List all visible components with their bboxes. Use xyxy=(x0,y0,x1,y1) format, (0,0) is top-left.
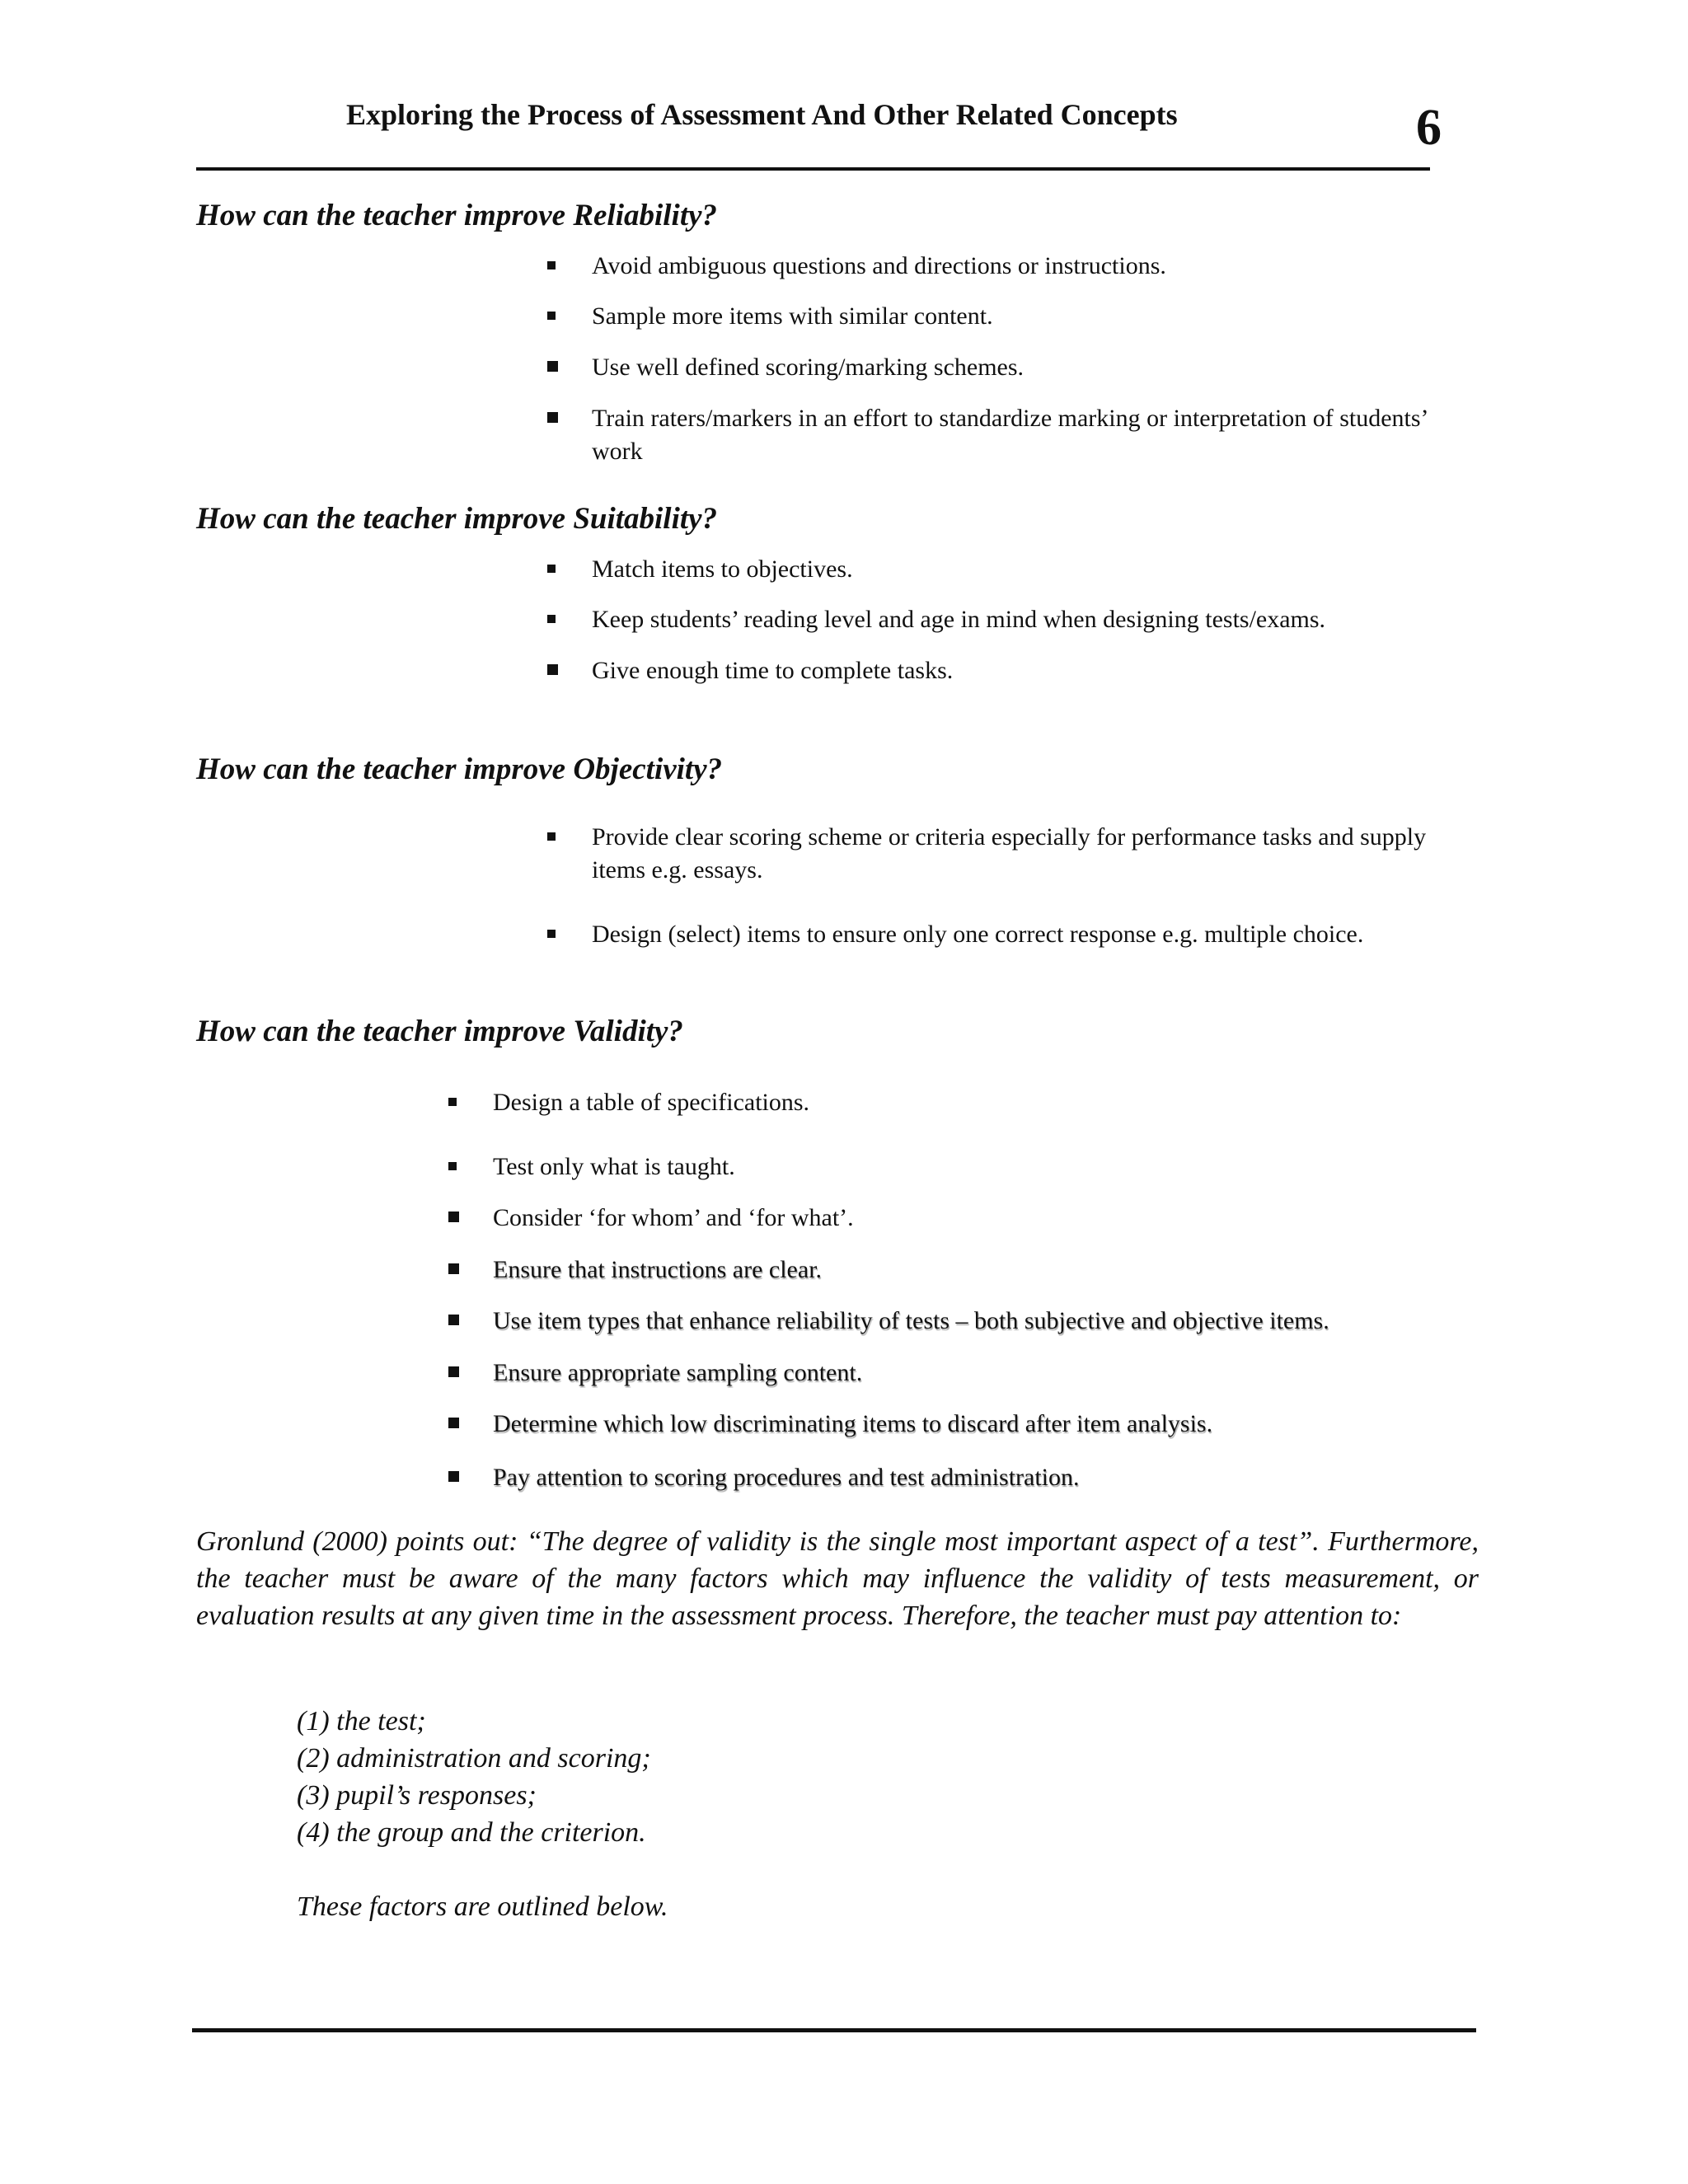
page-header-title: Exploring the Process of Assessment And Other Related Concepts xyxy=(346,98,1178,131)
factor-item: (1) the test; xyxy=(297,1706,426,1736)
header-divider xyxy=(196,167,1430,171)
reliability-heading: How can the teacher improve Reliability? xyxy=(196,199,718,232)
suitability-heading: How can the teacher improve Suitability? xyxy=(196,502,718,536)
bullet-marker xyxy=(547,930,556,938)
bullet-marker xyxy=(448,1212,459,1222)
factor-item: (4) the group and the criterion. xyxy=(297,1817,646,1848)
bullet-marker xyxy=(547,361,558,372)
footer-divider xyxy=(192,2028,1476,2032)
bullet-marker xyxy=(448,1366,459,1377)
list-item: Provide clear scoring scheme or criteria especially for performance tasks and supply items e.g. essays. xyxy=(592,821,1474,887)
bullet-marker xyxy=(547,832,556,841)
list-item: Keep students’ reading level and age in mind when designing tests/exams. xyxy=(592,603,1325,636)
bullet-marker xyxy=(448,1098,457,1106)
bullet-marker xyxy=(547,261,556,269)
list-item: Test only what is taught. xyxy=(493,1151,735,1183)
bullet-marker xyxy=(547,565,556,573)
list-item: Give enough time to complete tasks. xyxy=(592,654,953,687)
list-item: Train raters/markers in an effort to standardize marking or interpretation of students’ work xyxy=(592,402,1441,468)
list-item: Pay attention to scoring procedures and test administration. xyxy=(493,1461,1080,1494)
bullet-marker xyxy=(547,412,558,423)
bullet-marker xyxy=(547,312,556,320)
bullet-marker xyxy=(448,1263,459,1274)
list-item: Design (select) items to ensure only one correct response e.g. multiple choice. xyxy=(592,918,1363,951)
bullet-marker xyxy=(448,1162,457,1170)
bullet-marker xyxy=(448,1315,459,1325)
list-item: Use well defined scoring/marking schemes. xyxy=(592,351,1024,384)
list-item: Use item types that enhance reliability of tests – both subjective and objective items. xyxy=(493,1305,1329,1338)
list-item: Match items to objectives. xyxy=(592,553,853,586)
bullet-marker xyxy=(547,664,558,675)
objectivity-heading: How can the teacher improve Objectivity? xyxy=(196,752,723,786)
bullet-marker xyxy=(448,1418,459,1428)
validity-heading: How can the teacher improve Validity? xyxy=(196,1015,683,1048)
list-item: Ensure that instructions are clear. xyxy=(493,1254,822,1286)
list-item: Design a table of specifications. xyxy=(493,1086,809,1119)
factor-item: (2) administration and scoring; xyxy=(297,1743,651,1774)
list-item: Avoid ambiguous questions and directions or instructions. xyxy=(592,250,1166,283)
page-number: 6 xyxy=(1416,100,1442,156)
factor-item: (3) pupil’s responses; xyxy=(297,1780,537,1811)
list-item: Sample more items with similar content. xyxy=(592,300,993,333)
bullet-marker xyxy=(547,615,556,623)
list-item: Ensure appropriate sampling content. xyxy=(493,1357,862,1390)
list-item: Determine which low discriminating items to discard after item analysis. xyxy=(493,1408,1212,1441)
bullet-marker xyxy=(448,1471,459,1482)
closing-sentence: These factors are outlined below. xyxy=(297,1891,668,1922)
gronlund-quote-paragraph: Gronlund (2000) points out: “The degree of validity is the single most important aspect of a test”. Furthermore, the teacher must be aware of the many factors which may influence the validity of tests measurement, or evaluation results at any given time in the assessment process. Therefore, the teacher must pay attention to: xyxy=(196,1526,1479,1631)
list-item: Consider ‘for whom’ and ‘for what’. xyxy=(493,1202,854,1235)
